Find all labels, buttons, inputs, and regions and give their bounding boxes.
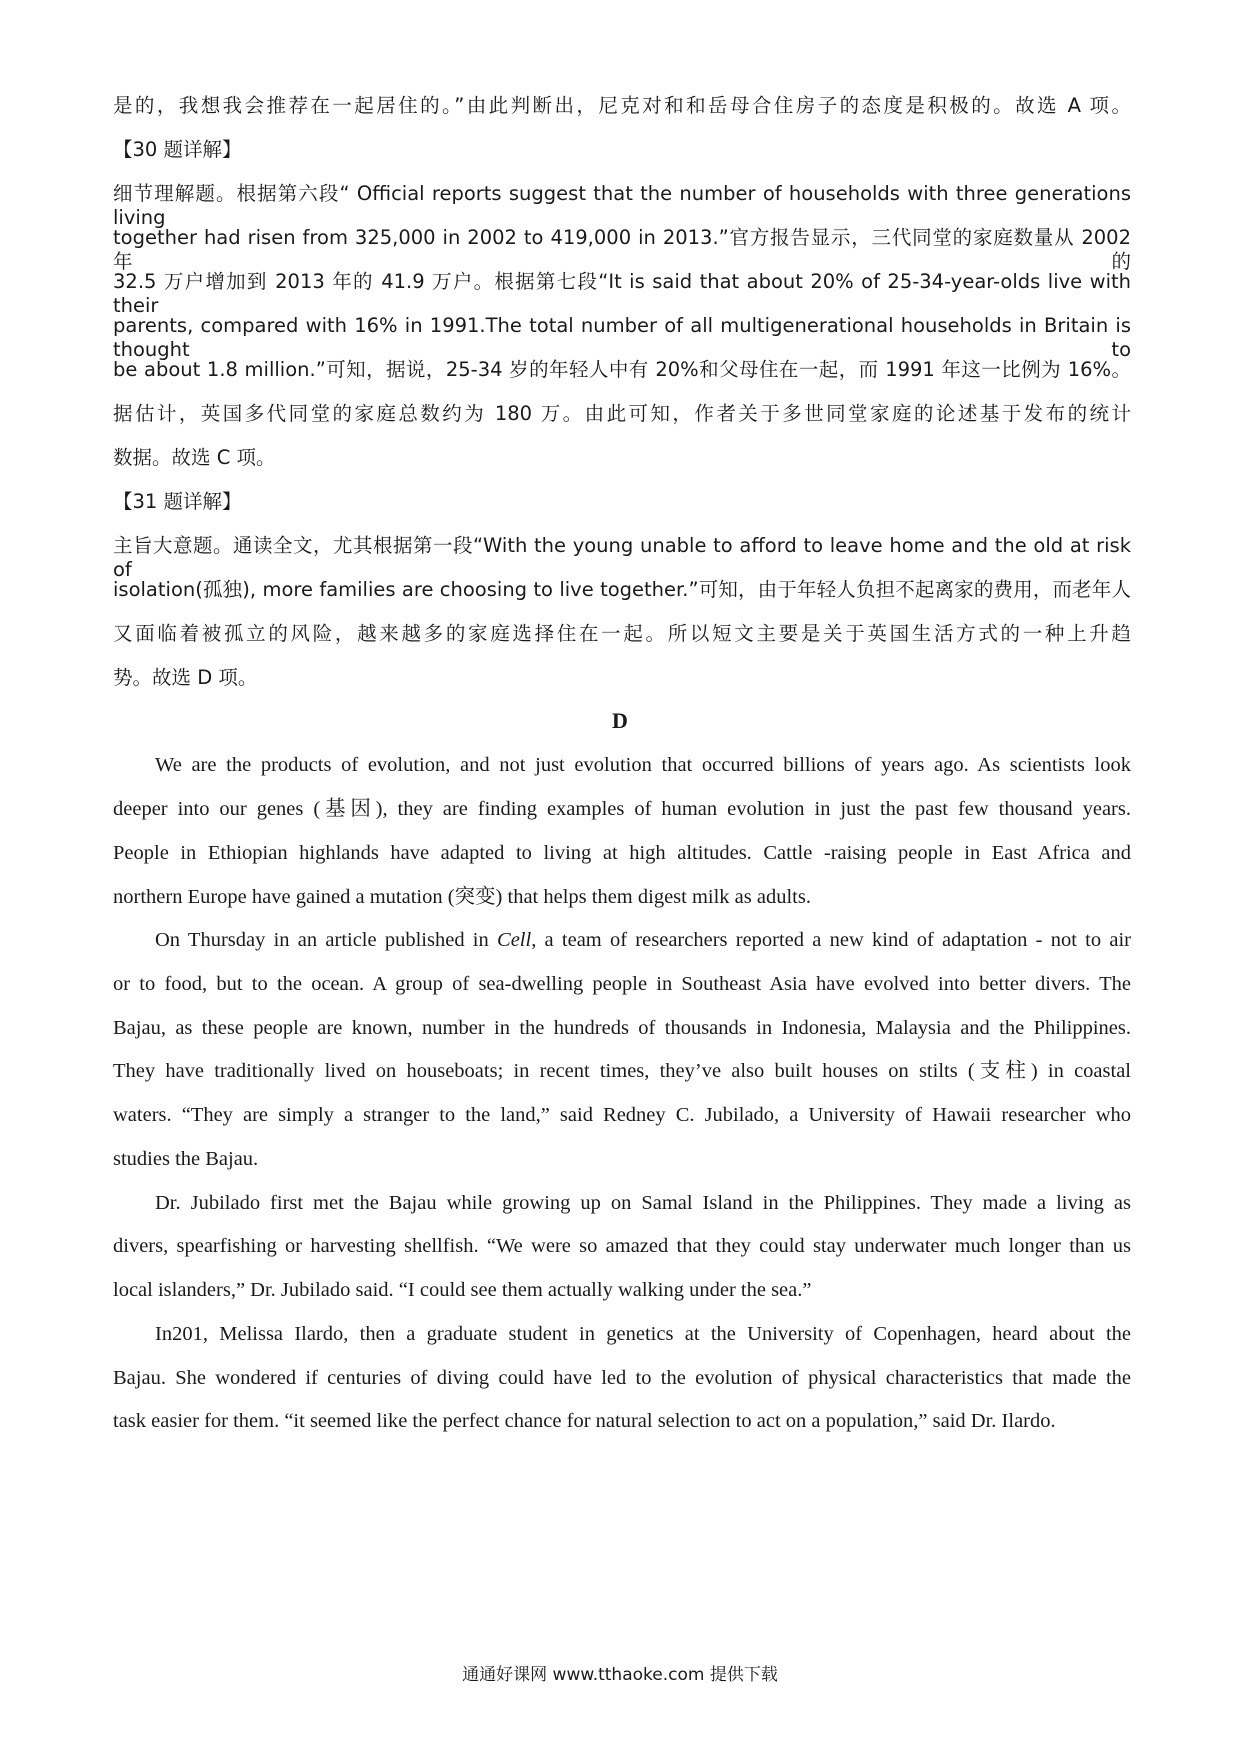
- passage-d-title: D: [612, 708, 628, 733]
- passage-line: Bajau, as these people are known, number in the hundreds of thousands in Indonesia, Malaysia and the Philippines.: [113, 1017, 1131, 1039]
- passage-line: divers, spearfishing or harvesting shellfish. “We were so amazed that they could stay underwater much longer than us: [113, 1235, 1131, 1257]
- passage-line: In201, Melissa Ilardo, then a graduate student in genetics at the University of Copenhagen, heard about the: [155, 1323, 1131, 1345]
- passage-line: or to food, but to the ocean. A group of sea-dwelling people in Southeast Asia have evolved into better divers. The: [113, 973, 1131, 995]
- passage-line: They have traditionally lived on houseboats; in recent times, they’ve also built houses on stilts (支柱) in coastal: [113, 1060, 1131, 1082]
- q30-line: together had risen from 325,000 in 2002 to 419,000 in 2013.”官方报告显示，三代同堂的家庭数量从 2002 年的: [113, 226, 1131, 273]
- page-footer: 通通好课网 www.tthaoke.com 提供下载: [462, 1665, 778, 1685]
- passage-line: local islanders,” Dr. Jubilado said. “I could see them actually walking under the sea.”: [113, 1279, 812, 1301]
- q31-line: isolation(孤独), more families are choosing to live together.”可知，由于年轻人负担不起离家的费用，而老年人: [113, 578, 1131, 601]
- q30-line: 32.5 万户增加到 2013 年的 41.9 万户。根据第七段“It is said that about 20% of 25-34-year-olds live with their: [113, 270, 1131, 317]
- q31-line: 又面临着被孤立的风险，越来越多的家庭选择住在一起。所以短文主要是关于英国生活方式的一种上升趋: [113, 622, 1131, 645]
- passage-line: Bajau. She wondered if centuries of diving could have led to the evolution of physical characteristics that made the: [113, 1367, 1131, 1389]
- passage-line: task easier for them. “it seemed like the perfect chance for natural selection to act on a population,” said Dr. Ilardo.: [113, 1410, 1056, 1432]
- q31-line: 势。故选 D 项。: [113, 666, 258, 689]
- q31-line: 主旨大意题。通读全文，尤其根据第一段“With the young unable to afford to leave home and the old at risk of: [113, 534, 1131, 581]
- passage-line: We are the products of evolution, and not just evolution that occurred billions of years ago. As scientists look: [155, 754, 1131, 776]
- passage-line: deeper into our genes (基因), they are finding examples of human evolution in just the past few thousand years.: [113, 798, 1131, 820]
- passage-line: studies the Bajau.: [113, 1148, 259, 1170]
- journal-name-italic: Cell: [497, 929, 532, 951]
- passage-line: northern Europe have gained a mutation (突变) that helps them digest milk as adults.: [113, 886, 811, 908]
- passage-line: People in Ethiopian highlands have adapted to living at high altitudes. Cattle -raising people in East Africa and: [113, 842, 1131, 864]
- passage-line-with-italic: [155, 927, 1131, 953]
- q30-line: 据估计，英国多代同堂的家庭总数约为 180 万。由此可知，作者关于多世同堂家庭的论述基于发布的统计: [113, 402, 1131, 425]
- q30-heading: 【30 题详解】: [113, 138, 242, 161]
- answer-intro-line: 是的，我想我会推荐在一起居住的。”由此判断出，尼克对和和岳母合住房子的态度是积极的。故选 A 项。: [113, 94, 1131, 117]
- q30-line: 数据。故选 C 项。: [113, 446, 276, 469]
- text-run: , a team of researchers reported a new kind of adaptation - not to air: [531, 929, 1131, 951]
- q30-line: parents, compared with 16% in 1991.The total number of all multigenerational households in Britain is thought to: [113, 314, 1131, 361]
- q30-line: 细节理解题。根据第六段“ Official reports suggest that the number of households with three generations living: [113, 182, 1131, 229]
- passage-line: Dr. Jubilado first met the Bajau while growing up on Samal Island in the Philippines. They made a living as: [155, 1192, 1131, 1214]
- q31-heading: 【31 题详解】: [113, 490, 242, 513]
- text-run: On Thursday in an article published in: [155, 929, 498, 951]
- passage-line: waters. “They are simply a stranger to the land,” said Redney C. Jubilado, a University of Hawaii researcher who: [113, 1104, 1131, 1126]
- q30-line: be about 1.8 million.”可知，据说，25-34 岁的年轻人中有 20%和父母住在一起，而 1991 年这一比例为 16%。: [113, 358, 1131, 381]
